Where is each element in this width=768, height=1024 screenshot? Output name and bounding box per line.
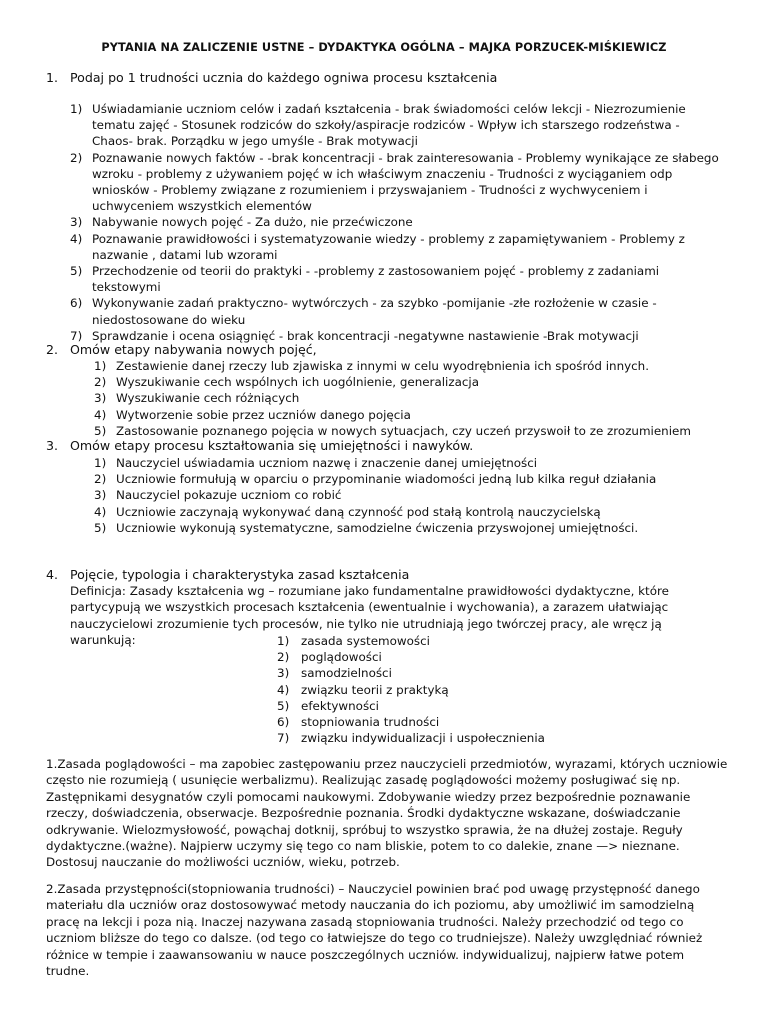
question-3-heading [46, 438, 473, 453]
list-item [70, 231, 722, 263]
list-item-text: stopniowania trudności [301, 715, 440, 730]
list-item-text: samodzielności [301, 666, 392, 681]
list-item-number: 3) [70, 215, 83, 230]
list-item [94, 455, 734, 471]
list-item-text: Zestawienie danej rzeczy lub zjawiska z innymi w celu wyodrębnienia ich spośród innych. [116, 359, 649, 373]
list-item [70, 263, 722, 295]
list-item-text: Poznawanie prawidłowości i systematyzowanie wiedzy - problemy z zapamiętywaniem - Problemy z nazwanie , datami lub wzorami [92, 231, 685, 262]
list-item-number: 6) [70, 296, 83, 311]
list-item-number: 3) [94, 488, 107, 503]
list-item [277, 682, 577, 698]
paragraph-2 [46, 881, 730, 979]
list-item-number: 5) [94, 520, 107, 535]
list-item-number: 2) [94, 472, 107, 487]
list-item-number: 2) [70, 150, 83, 165]
question-number: 3. [46, 438, 59, 453]
document-title: PYTANIA NA ZALICZENIE USTNE – DYDAKTYKA OGÓLNA – MAJKA PORZUCEK-MIŚKIEWICZ [101, 41, 667, 54]
question-text: Pojęcie, typologia i charakterystyka zasad kształcenia [70, 567, 410, 582]
list-item-text: Poznawanie nowych faktów - -brak koncentracji - brak zainteresowania - Problemy wynikające ze słabego wzroku - problemy z używaniem pojęć w ich właściwym znaczeniu - Trudności z wyciąganiem odp wniosków - Problemy związane z rozumieniem i przyswajaniem - Trudności z wychwyceniem i uchwyceniem wszystkich elementów [92, 150, 719, 214]
list-item-text: Wyszukiwanie cech różniących [116, 391, 300, 406]
list-item-text: Przechodzenie od teorii do praktyki - -problemy z zastosowaniem pojęć - problemy z zadaniami tekstowymi [92, 264, 660, 295]
list-item-number: 3) [94, 391, 107, 406]
question-number: 1. [46, 70, 59, 85]
list-item [94, 520, 734, 536]
question-text: Omów etapy nabywania nowych pojęć, [70, 342, 317, 357]
list-item-text: Nauczyciel uświadamia uczniom nazwę i znaczenie danej umiejętności [116, 456, 538, 470]
question-3-list [94, 455, 734, 536]
list-item [70, 101, 722, 150]
list-item-text: Sprawdzanie i ocena osiągnięć - brak koncentracji -negatywne nastawienie -Brak motywacji [92, 328, 639, 343]
list-item [94, 471, 734, 487]
paragraph-1 [46, 756, 730, 871]
list-item [277, 714, 577, 730]
list-item-text: Uczniowie formułują w oparciu o przypominanie wiadomości jedną lub kilka reguł działania [116, 472, 657, 487]
list-item-number: 1) [277, 634, 290, 648]
question-text: Omów etapy procesu kształtowania się umiejętności i nawyków. [70, 438, 474, 453]
list-item [94, 358, 734, 374]
paragraph-text: 2.Zasada przystępności(stopniowania trudności) – Nauczyciel powinien brać pod uwagę przystępność danego materiału dla uczniów oraz dostosowywać metody nauczania do ich poziomu, aby umożliwić im samodzielną pracę na lekcji i poza nią. Inaczej nazywana zasadą stopniowania trudności. Należy przechodzić od tego co uczniom bliższe do tego co dalsze. (od tego co łatwiejsze do tego co trudniejsze). Należy uwzględniać również różnice w tempie i zaawansowaniu w nauce poszczególnych uczniów. indywidualizuj, najpierw łatwe potem trudne. [46, 882, 703, 979]
question-1-heading [46, 70, 497, 85]
list-item-text: Nabywanie nowych pojęć - Za dużo, nie przećwiczone [92, 215, 413, 230]
list-item [94, 423, 734, 439]
list-item-text: Uświadamianie uczniom celów i zadań kształcenia - brak świadomości celów lekcji - Niezrozumienie tematu zajęć - Stosunek rodziców do szkoły/aspiracje rodziców - Wpływ ich starszego rodzeństwa - Chaos- brak. Porządku w jego umyśle - Brak motywacji [92, 102, 686, 149]
question-text: Podaj po 1 trudności ucznia do każdego ogniwa procesu kształcenia [70, 70, 498, 85]
list-item-text: zasada systemowości [301, 634, 430, 648]
list-item-number: 4) [277, 682, 290, 697]
list-item [94, 374, 734, 390]
question-number: 2. [46, 342, 59, 357]
list-item-number: 6) [277, 715, 290, 730]
question-4-list [277, 633, 577, 746]
list-item-text: Uczniowie zaczynają wykonywać daną czynność pod stałą kontrolą nauczycielską [116, 504, 601, 519]
list-item-text: Zastosowanie poznanego pojęcia w nowych sytuacjach, czy uczeń przyswoił to ze zrozumieniem [116, 423, 691, 438]
list-item [94, 407, 734, 423]
list-item-number: 4) [70, 231, 83, 246]
list-item-number: 7) [277, 731, 290, 746]
list-item [70, 214, 722, 230]
list-item [277, 730, 577, 746]
list-item-number: 5) [70, 264, 83, 279]
list-item [277, 665, 577, 681]
list-item-number: 1) [94, 359, 107, 373]
list-item [94, 504, 734, 520]
list-item [277, 649, 577, 665]
list-item-text: Nauczyciel pokazuje uczniom co robić [116, 488, 342, 503]
list-item-number: 5) [94, 423, 107, 438]
list-item-text: Wyszukiwanie cech wspólnych ich uogólnienie, generalizacja [116, 375, 479, 390]
list-item-number: 2) [94, 375, 107, 390]
question-1-list [70, 101, 722, 344]
list-item-text: związku teorii z praktyką [301, 682, 449, 697]
list-item [277, 698, 577, 714]
definition-text: Definicja: Zasady kształcenia wg – rozumiane jako fundamentalne prawidłowości dydaktyczne, które partycypują we wszystkich procesach kształcenia (ewentualnie i wychowania), a zarazem ułatwiając nauczycielowi zrozumienie tych procesów, nie tylko nie utrudniają jego twórczej pracy, ale wręcz ją warunkują: [70, 584, 669, 648]
list-item-text: Uczniowie wykonują systematyczne, samodzielne ćwiczenia przyswojonej umiejętności. [116, 520, 639, 535]
list-item [94, 487, 734, 503]
question-2-list [94, 358, 734, 439]
list-item-text: Wytworzenie sobie przez uczniów danego pojęcia [116, 407, 411, 422]
list-item-text: efektywności [301, 698, 379, 713]
list-item-number: 3) [277, 666, 290, 681]
list-item-number: 1) [94, 456, 107, 470]
list-item [94, 390, 734, 406]
list-item-number: 5) [277, 698, 290, 713]
list-item-text: związku indywidualizacji i uspołecznienia [301, 731, 545, 746]
list-item [70, 150, 722, 215]
list-item-number: 4) [94, 504, 107, 519]
list-item [277, 633, 577, 649]
question-number: 4. [46, 567, 59, 582]
question-2-heading [46, 342, 317, 357]
paragraph-text: 1.Zasada poglądowości – ma zapobiec zastępowaniu przez nauczycieli przedmiotów, wyrazami, których uczniowie często nie rozumieją ( usunięcie werbalizmu). Realizując zasadę poglądowości możemy posługiwać się np. Zastępnikami desygnatów czyli pomocami naukowymi. Zdobywanie wiedzy przez bezpośrednie poznawanie rzeczy, doświadczenia, obserwacje. Bezpośrednie poznania. Środki dydaktyczne wskazane, doświadczanie odkrywanie. Wielozmysłowość, powąchaj dotknij, spróbuj to wszystko sprawia, że na dłużej zostaje. Reguły dydaktyczne.(ważne). Najpierw uczymy się tego co nam bliskie, potem to co dalekie, znane —> nieznane. Dostosuj nauczanie do możliwości uczniów, wieku, potrzeb. [46, 757, 728, 870]
list-item-text: poglądowości [301, 650, 382, 665]
list-item-number: 2) [277, 650, 290, 665]
question-4-heading [46, 567, 409, 582]
list-item-number: 7) [70, 328, 83, 343]
list-item-text: Wykonywanie zadań praktyczno- wytwórczych - za szybko -pomijanie -złe rozłożenie w czasie - niedostosowane do wieku [92, 296, 657, 327]
list-item [70, 295, 722, 327]
list-item-number: 4) [94, 407, 107, 422]
list-item-number: 1) [70, 102, 83, 116]
